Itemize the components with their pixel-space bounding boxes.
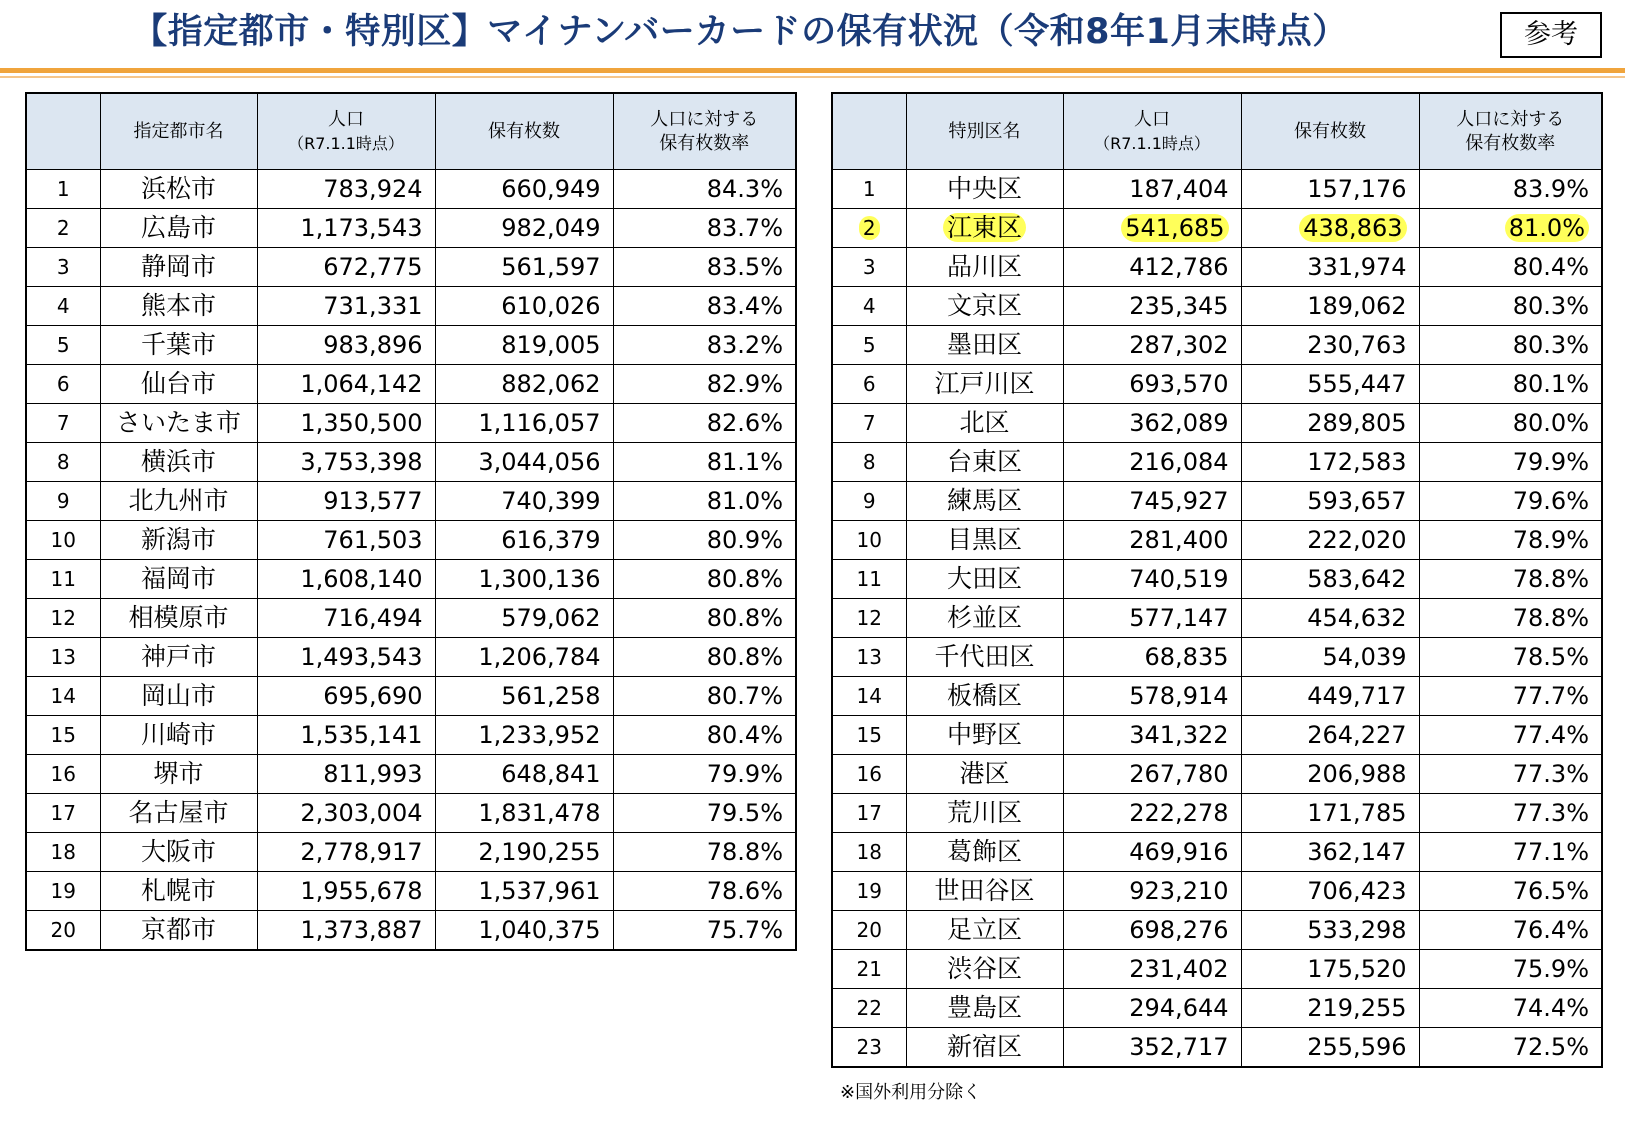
name-header: 指定都市名 — [100, 93, 257, 170]
table-row — [26, 560, 796, 599]
table-row — [832, 677, 1602, 716]
rate-cell: 80.8% — [613, 638, 796, 677]
table-row — [832, 638, 1602, 677]
population-cell: 695,690 — [257, 677, 435, 716]
table-row — [26, 833, 796, 872]
name-cell: 静岡市 — [100, 248, 257, 287]
rank-cell — [832, 209, 906, 248]
cards-cell: 222,020 — [1241, 521, 1419, 560]
cards-cell: 648,841 — [435, 755, 613, 794]
rate-cell: 83.7% — [613, 209, 796, 248]
population-cell: 983,896 — [257, 326, 435, 365]
rate-cell — [1419, 209, 1602, 248]
name-cell: 足立区 — [906, 911, 1063, 950]
rate-header — [613, 93, 796, 170]
name-cell: 新宿区 — [906, 1028, 1063, 1068]
table-row — [832, 989, 1602, 1028]
rank-cell: 13 — [832, 638, 906, 677]
rate-cell: 82.6% — [613, 404, 796, 443]
page-title: 【指定都市・特別区】マイナンバーカードの保有状況（令和8年1月末時点） — [132, 12, 1348, 52]
cards-cell: 593,657 — [1241, 482, 1419, 521]
cards-cell: 1,300,136 — [435, 560, 613, 599]
rank-cell: 6 — [832, 365, 906, 404]
rank-cell: 15 — [26, 716, 100, 755]
table-row — [26, 677, 796, 716]
cards-cell: 610,026 — [435, 287, 613, 326]
population-cell: 267,780 — [1063, 755, 1241, 794]
table-row — [26, 443, 796, 482]
table-row — [26, 638, 796, 677]
population-cell: 923,210 — [1063, 872, 1241, 911]
rank-cell: 12 — [832, 599, 906, 638]
header-divider-thin — [0, 76, 1625, 78]
rate-cell: 80.3% — [1419, 326, 1602, 365]
name-cell: 中野区 — [906, 716, 1063, 755]
population-cell: 187,404 — [1063, 170, 1241, 209]
rank-cell: 14 — [832, 677, 906, 716]
table-row — [26, 911, 796, 951]
population-cell: 1,373,887 — [257, 911, 435, 951]
rank-cell: 10 — [26, 521, 100, 560]
table-row — [26, 326, 796, 365]
name-cell: 名古屋市 — [100, 794, 257, 833]
table-row — [832, 599, 1602, 638]
rank-cell: 7 — [832, 404, 906, 443]
cards-cell: 660,949 — [435, 170, 613, 209]
table-row — [832, 950, 1602, 989]
population-cell: 783,924 — [257, 170, 435, 209]
table-row — [832, 287, 1602, 326]
cards-cell: 1,206,784 — [435, 638, 613, 677]
rank-cell: 17 — [832, 794, 906, 833]
cards-header: 保有枚数 — [435, 93, 613, 170]
rank-cell: 4 — [832, 287, 906, 326]
rank-cell: 15 — [832, 716, 906, 755]
rank-cell: 5 — [832, 326, 906, 365]
name-cell: さいたま市 — [100, 404, 257, 443]
name-cell: 港区 — [906, 755, 1063, 794]
cards-cell: 172,583 — [1241, 443, 1419, 482]
population-cell: 231,402 — [1063, 950, 1241, 989]
population-header-sub: （R7.1.1時点） — [288, 133, 404, 153]
population-cell: 222,278 — [1063, 794, 1241, 833]
cards-cell: 454,632 — [1241, 599, 1419, 638]
table-row — [26, 521, 796, 560]
rank-cell: 8 — [832, 443, 906, 482]
rate-cell: 74.4% — [1419, 989, 1602, 1028]
table-row — [26, 794, 796, 833]
rate-cell: 84.3% — [613, 170, 796, 209]
population-cell: 1,535,141 — [257, 716, 435, 755]
name-cell: 仙台市 — [100, 365, 257, 404]
table-row — [832, 326, 1602, 365]
name-cell: 浜松市 — [100, 170, 257, 209]
rank-cell: 9 — [26, 482, 100, 521]
rate-cell: 80.0% — [1419, 404, 1602, 443]
rank-cell: 16 — [26, 755, 100, 794]
population-cell: 68,835 — [1063, 638, 1241, 677]
rank-cell: 1 — [26, 170, 100, 209]
cards-cell: 331,974 — [1241, 248, 1419, 287]
name-cell: 堺市 — [100, 755, 257, 794]
table-row — [832, 560, 1602, 599]
name-cell — [906, 209, 1063, 248]
rate-cell: 78.5% — [1419, 638, 1602, 677]
rank-cell: 1 — [832, 170, 906, 209]
table-row — [832, 833, 1602, 872]
rate-cell: 80.7% — [613, 677, 796, 716]
cards-cell: 1,233,952 — [435, 716, 613, 755]
population-cell: 577,147 — [1063, 599, 1241, 638]
rate-cell: 80.4% — [1419, 248, 1602, 287]
name-cell: 目黒区 — [906, 521, 1063, 560]
rate-cell: 78.8% — [613, 833, 796, 872]
table-row — [832, 482, 1602, 521]
population-cell: 235,345 — [1063, 287, 1241, 326]
name-cell: 川崎市 — [100, 716, 257, 755]
table-header-row — [832, 93, 1602, 170]
special-wards-table — [831, 92, 1603, 1068]
population-cell: 1,608,140 — [257, 560, 435, 599]
name-cell: 熊本市 — [100, 287, 257, 326]
cards-cell: 561,258 — [435, 677, 613, 716]
population-cell: 1,173,543 — [257, 209, 435, 248]
population-cell: 341,322 — [1063, 716, 1241, 755]
rate-cell: 76.4% — [1419, 911, 1602, 950]
rank-cell: 6 — [26, 365, 100, 404]
population-cell: 761,503 — [257, 521, 435, 560]
rank-cell: 8 — [26, 443, 100, 482]
rate-cell: 77.3% — [1419, 755, 1602, 794]
population-cell: 1,493,543 — [257, 638, 435, 677]
rank-header — [26, 93, 100, 170]
rate-cell: 76.5% — [1419, 872, 1602, 911]
table-row — [26, 599, 796, 638]
population-header — [1063, 93, 1241, 170]
rank-cell: 20 — [832, 911, 906, 950]
population-cell: 2,778,917 — [257, 833, 435, 872]
cards-cell: 54,039 — [1241, 638, 1419, 677]
rate-cell: 81.0% — [613, 482, 796, 521]
name-cell: 相模原市 — [100, 599, 257, 638]
table-header-row — [26, 93, 796, 170]
rank-cell: 22 — [832, 989, 906, 1028]
name-cell: 京都市 — [100, 911, 257, 951]
table-row — [832, 794, 1602, 833]
cards-cell: 157,176 — [1241, 170, 1419, 209]
rank-cell: 4 — [26, 287, 100, 326]
population-cell: 412,786 — [1063, 248, 1241, 287]
cards-cell: 206,988 — [1241, 755, 1419, 794]
population-cell: 745,927 — [1063, 482, 1241, 521]
rate-cell: 82.9% — [613, 365, 796, 404]
rate-cell: 79.9% — [613, 755, 796, 794]
rank-cell: 14 — [26, 677, 100, 716]
rank-cell: 2 — [26, 209, 100, 248]
cards-cell: 230,763 — [1241, 326, 1419, 365]
rank-cell: 5 — [26, 326, 100, 365]
reference-badge: 参考 — [1500, 12, 1602, 58]
table-row — [832, 1028, 1602, 1068]
name-cell: 渋谷区 — [906, 950, 1063, 989]
designated-cities-table — [25, 92, 797, 951]
population-header — [257, 93, 435, 170]
rate-cell: 78.8% — [1419, 599, 1602, 638]
name-cell: 大田区 — [906, 560, 1063, 599]
rank-cell: 3 — [26, 248, 100, 287]
name-cell: 横浜市 — [100, 443, 257, 482]
population-cell: 362,089 — [1063, 404, 1241, 443]
population-cell: 740,519 — [1063, 560, 1241, 599]
cards-cell: 533,298 — [1241, 911, 1419, 950]
cards-header: 保有枚数 — [1241, 93, 1419, 170]
name-cell: 墨田区 — [906, 326, 1063, 365]
cards-cell: 264,227 — [1241, 716, 1419, 755]
population-cell: 913,577 — [257, 482, 435, 521]
rank-cell: 11 — [832, 560, 906, 599]
population-cell: 281,400 — [1063, 521, 1241, 560]
name-cell: 広島市 — [100, 209, 257, 248]
rank-cell: 11 — [26, 560, 100, 599]
rank-cell: 17 — [26, 794, 100, 833]
population-cell: 1,064,142 — [257, 365, 435, 404]
cards-cell: 289,805 — [1241, 404, 1419, 443]
table-row — [26, 716, 796, 755]
population-header-label: 人口 — [328, 108, 364, 130]
population-cell: 287,302 — [1063, 326, 1241, 365]
rate-cell: 75.7% — [613, 911, 796, 951]
rate-cell: 77.1% — [1419, 833, 1602, 872]
name-cell: 札幌市 — [100, 872, 257, 911]
rate-cell: 80.3% — [1419, 287, 1602, 326]
table-row — [832, 911, 1602, 950]
population-cell — [1063, 209, 1241, 248]
rate-header-line2: 保有枚数率 — [659, 132, 750, 154]
population-cell: 811,993 — [257, 755, 435, 794]
name-cell: 杉並区 — [906, 599, 1063, 638]
name-cell: 葛飾区 — [906, 833, 1063, 872]
header-divider — [0, 68, 1625, 73]
table-row — [832, 755, 1602, 794]
rank-cell: 9 — [832, 482, 906, 521]
table-row — [832, 404, 1602, 443]
rate-cell: 79.9% — [1419, 443, 1602, 482]
population-cell: 698,276 — [1063, 911, 1241, 950]
population-cell: 469,916 — [1063, 833, 1241, 872]
cards-cell: 555,447 — [1241, 365, 1419, 404]
rate-cell: 72.5% — [1419, 1028, 1602, 1068]
rate-cell: 78.8% — [1419, 560, 1602, 599]
rate-cell: 83.4% — [613, 287, 796, 326]
rate-header — [1419, 93, 1602, 170]
cards-cell: 219,255 — [1241, 989, 1419, 1028]
cards-cell: 616,379 — [435, 521, 613, 560]
cards-cell: 583,642 — [1241, 560, 1419, 599]
rank-cell: 3 — [832, 248, 906, 287]
cards-cell: 449,717 — [1241, 677, 1419, 716]
cards-cell: 1,537,961 — [435, 872, 613, 911]
rank-cell: 7 — [26, 404, 100, 443]
population-cell: 216,084 — [1063, 443, 1241, 482]
table-row — [26, 248, 796, 287]
table-row — [832, 872, 1602, 911]
cards-cell: 706,423 — [1241, 872, 1419, 911]
rate-cell: 80.9% — [613, 521, 796, 560]
name-cell: 板橋区 — [906, 677, 1063, 716]
table-row — [26, 365, 796, 404]
population-cell: 3,753,398 — [257, 443, 435, 482]
name-header: 特別区名 — [906, 93, 1063, 170]
cards-cell: 740,399 — [435, 482, 613, 521]
table-row — [26, 170, 796, 209]
table-row — [26, 755, 796, 794]
rate-cell: 78.6% — [613, 872, 796, 911]
table-row — [26, 872, 796, 911]
population-cell: 672,775 — [257, 248, 435, 287]
rank-cell: 19 — [832, 872, 906, 911]
table-row — [26, 209, 796, 248]
rank-cell: 19 — [26, 872, 100, 911]
population-cell: 1,955,678 — [257, 872, 435, 911]
name-cell: 中央区 — [906, 170, 1063, 209]
table-row — [832, 716, 1602, 755]
rank-cell: 18 — [832, 833, 906, 872]
table-row — [26, 482, 796, 521]
name-cell: 大阪市 — [100, 833, 257, 872]
rate-cell: 80.8% — [613, 599, 796, 638]
table-row — [26, 404, 796, 443]
rate-cell: 75.9% — [1419, 950, 1602, 989]
cards-cell: 561,597 — [435, 248, 613, 287]
name-cell: 新潟市 — [100, 521, 257, 560]
name-cell: 千葉市 — [100, 326, 257, 365]
cards-cell: 255,596 — [1241, 1028, 1419, 1068]
name-cell: 岡山市 — [100, 677, 257, 716]
cards-cell: 1,040,375 — [435, 911, 613, 951]
rate-cell: 77.4% — [1419, 716, 1602, 755]
highlight-marker: 438,863 — [1299, 214, 1406, 242]
name-cell: 神戸市 — [100, 638, 257, 677]
name-cell: 北区 — [906, 404, 1063, 443]
table-row — [832, 209, 1602, 248]
population-cell: 352,717 — [1063, 1028, 1241, 1068]
rate-cell: 80.4% — [613, 716, 796, 755]
table-row — [832, 443, 1602, 482]
name-cell: 北九州市 — [100, 482, 257, 521]
name-cell: 練馬区 — [906, 482, 1063, 521]
rank-cell: 10 — [832, 521, 906, 560]
rate-cell: 83.5% — [613, 248, 796, 287]
rank-cell: 18 — [26, 833, 100, 872]
table-row — [832, 170, 1602, 209]
population-cell: 693,570 — [1063, 365, 1241, 404]
rate-cell: 78.9% — [1419, 521, 1602, 560]
rank-cell: 16 — [832, 755, 906, 794]
highlight-marker: 2 — [859, 216, 880, 240]
table-row — [832, 248, 1602, 287]
cards-cell: 579,062 — [435, 599, 613, 638]
name-cell: 文京区 — [906, 287, 1063, 326]
population-header-label: 人口 — [1134, 108, 1170, 130]
cards-cell: 171,785 — [1241, 794, 1419, 833]
cards-cell: 2,190,255 — [435, 833, 613, 872]
rank-cell: 21 — [832, 950, 906, 989]
rate-cell: 80.8% — [613, 560, 796, 599]
rate-header-line1: 人口に対する — [1456, 108, 1565, 130]
highlight-marker: 541,685 — [1121, 214, 1228, 242]
population-cell: 1,350,500 — [257, 404, 435, 443]
table-row — [832, 521, 1602, 560]
rank-cell: 13 — [26, 638, 100, 677]
name-cell: 豊島区 — [906, 989, 1063, 1028]
highlight-marker: 81.0% — [1505, 214, 1589, 242]
rate-header-line2: 保有枚数率 — [1465, 132, 1556, 154]
rate-cell: 79.6% — [1419, 482, 1602, 521]
name-cell: 福岡市 — [100, 560, 257, 599]
name-cell: 荒川区 — [906, 794, 1063, 833]
cards-cell — [1241, 209, 1419, 248]
cards-cell: 882,062 — [435, 365, 613, 404]
cards-cell: 175,520 — [1241, 950, 1419, 989]
cards-cell: 362,147 — [1241, 833, 1419, 872]
name-cell: 世田谷区 — [906, 872, 1063, 911]
name-cell: 千代田区 — [906, 638, 1063, 677]
rank-header — [832, 93, 906, 170]
footnote: ※国外利用分除く — [840, 1082, 982, 1103]
cards-cell: 1,116,057 — [435, 404, 613, 443]
rate-cell: 79.5% — [613, 794, 796, 833]
rate-cell: 77.3% — [1419, 794, 1602, 833]
cards-cell: 1,831,478 — [435, 794, 613, 833]
name-cell: 品川区 — [906, 248, 1063, 287]
highlight-marker: 江東区 — [943, 213, 1026, 242]
cards-cell: 3,044,056 — [435, 443, 613, 482]
population-cell: 294,644 — [1063, 989, 1241, 1028]
table-row — [26, 287, 796, 326]
population-cell: 2,303,004 — [257, 794, 435, 833]
population-cell: 716,494 — [257, 599, 435, 638]
rate-cell: 83.2% — [613, 326, 796, 365]
cards-cell: 189,062 — [1241, 287, 1419, 326]
table-row — [832, 365, 1602, 404]
rate-cell: 81.1% — [613, 443, 796, 482]
cards-cell: 982,049 — [435, 209, 613, 248]
rank-cell: 12 — [26, 599, 100, 638]
cards-cell: 819,005 — [435, 326, 613, 365]
population-header-sub: （R7.1.1時点） — [1094, 133, 1210, 153]
rank-cell: 23 — [832, 1028, 906, 1068]
population-cell: 731,331 — [257, 287, 435, 326]
rank-cell: 20 — [26, 911, 100, 951]
rate-cell: 83.9% — [1419, 170, 1602, 209]
rate-header-line1: 人口に対する — [650, 108, 759, 130]
rate-cell: 77.7% — [1419, 677, 1602, 716]
population-cell: 578,914 — [1063, 677, 1241, 716]
name-cell: 台東区 — [906, 443, 1063, 482]
rate-cell: 80.1% — [1419, 365, 1602, 404]
name-cell: 江戸川区 — [906, 365, 1063, 404]
